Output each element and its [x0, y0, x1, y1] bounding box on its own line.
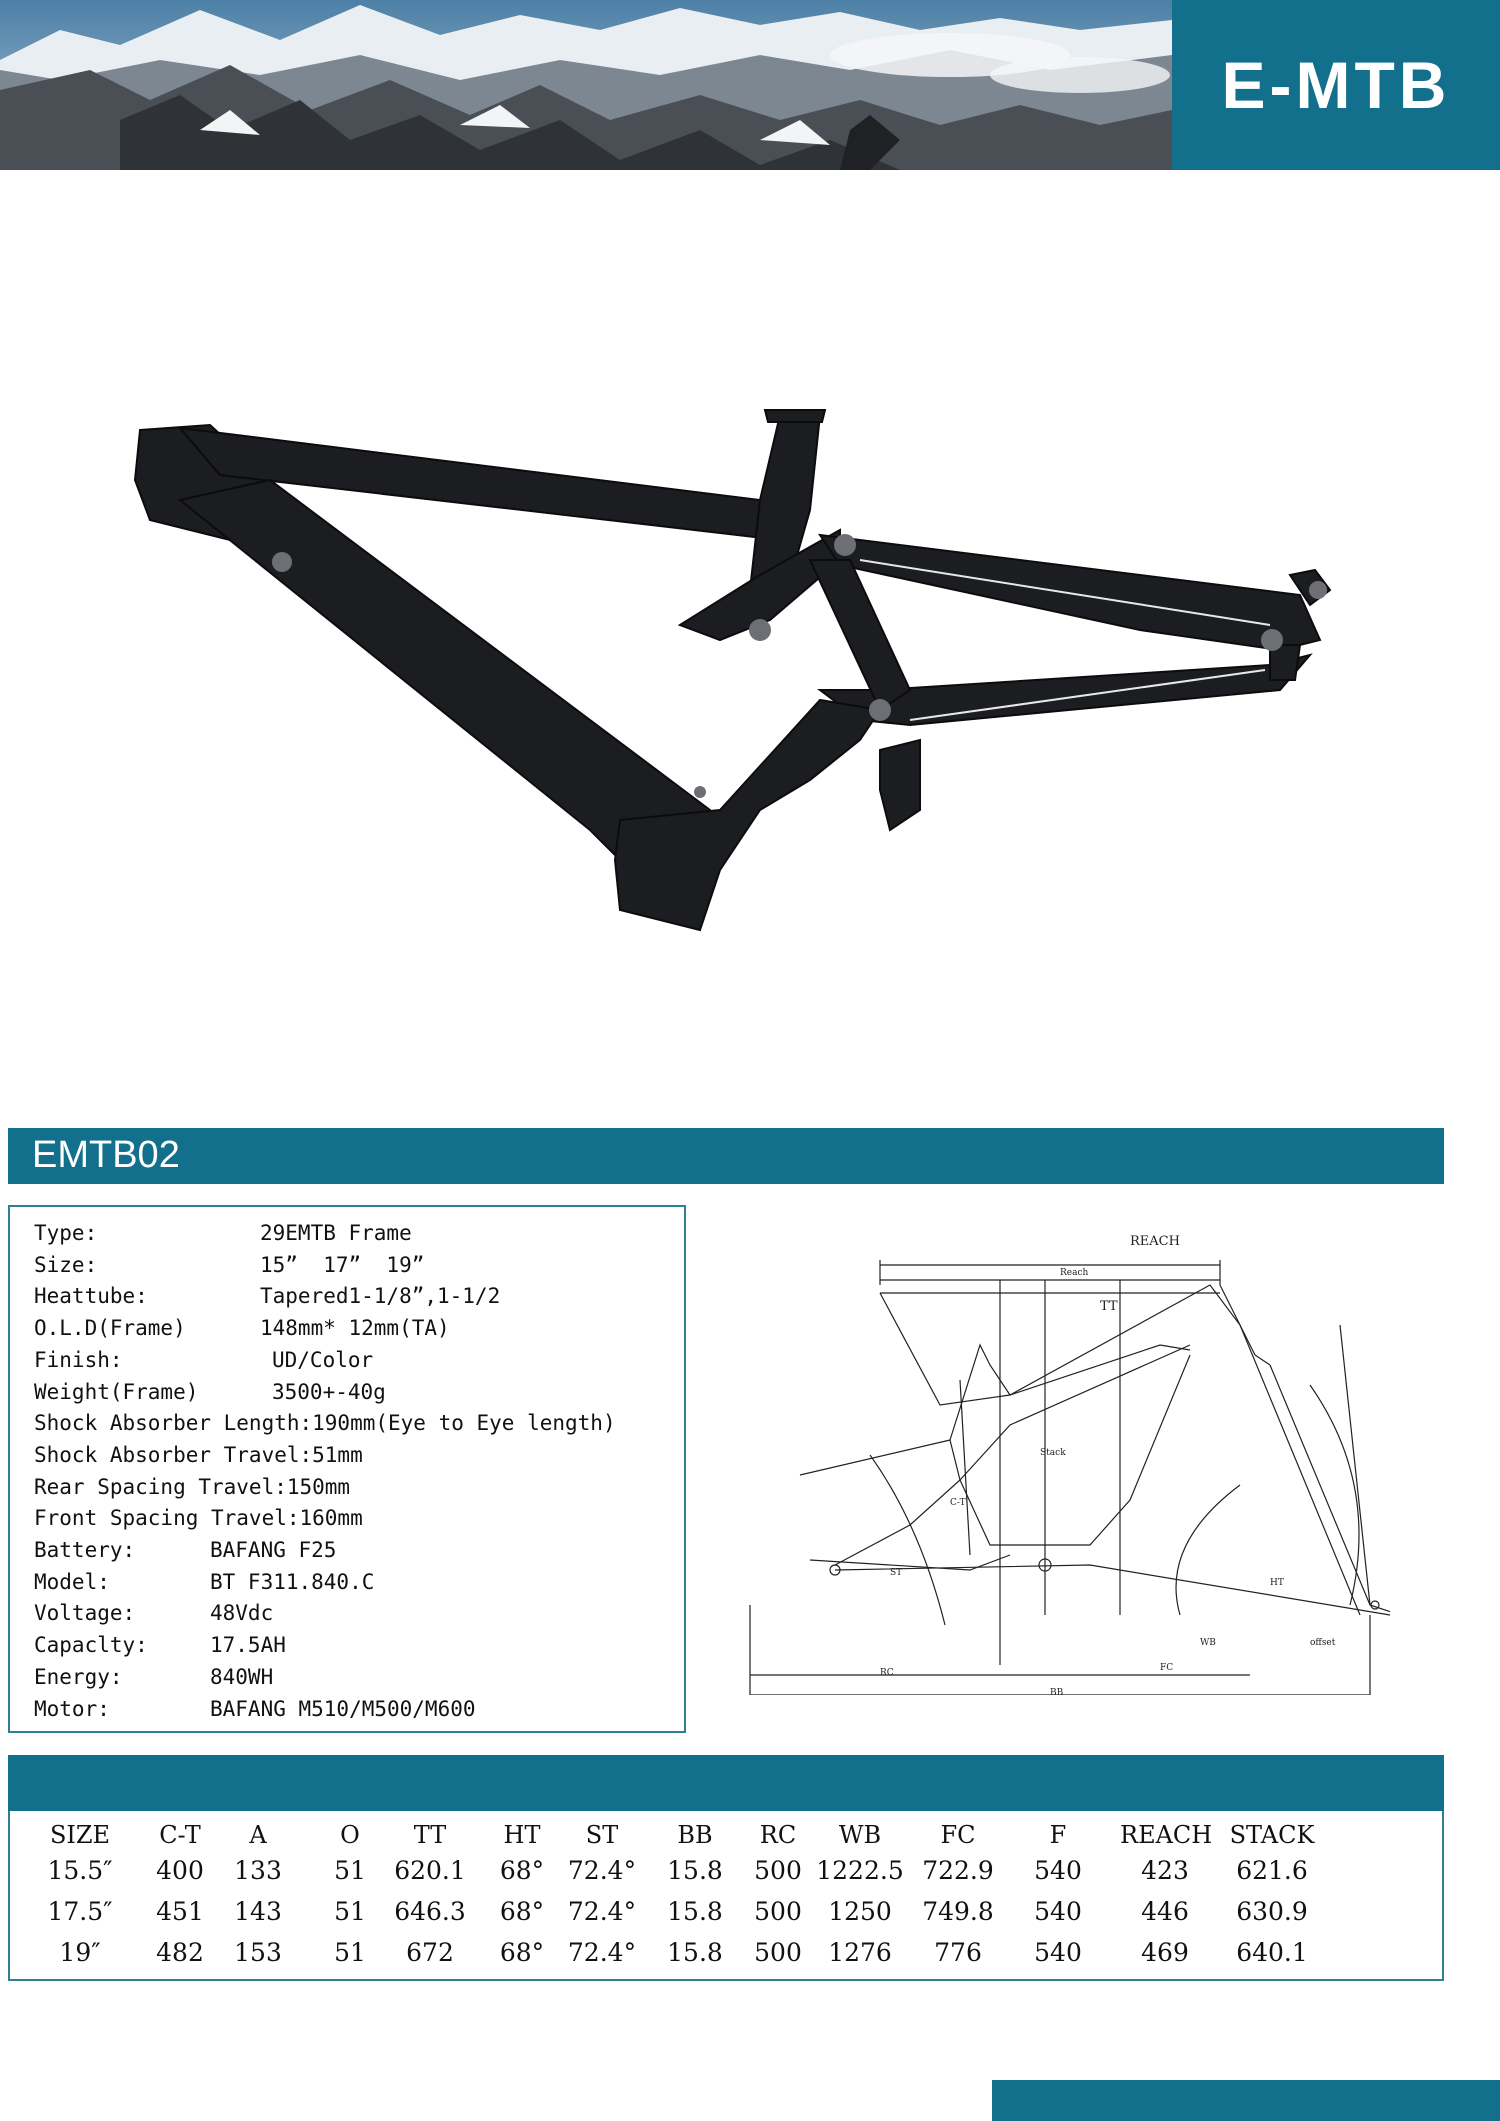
table-cell: 72.4° [567, 1938, 637, 1967]
table-cell: 68° [499, 1897, 545, 1926]
table-cell: 446 [1141, 1897, 1189, 1926]
table-cell: 1250 [828, 1897, 892, 1926]
footer-bar [992, 2080, 1500, 2121]
model-name: EMTB02 [32, 1134, 180, 1176]
table-cell: 1276 [828, 1938, 892, 1967]
table-header-cell: REACH [1120, 1821, 1213, 1849]
table-cell: 640.1 [1236, 1938, 1308, 1967]
category-badge [1172, 0, 1500, 170]
table-cell: 51 [334, 1856, 366, 1885]
table-cell: 15.8 [667, 1897, 723, 1926]
table-cell: 15.8 [667, 1856, 723, 1885]
spec-label: Battery: [34, 1538, 136, 1562]
table-cell: 15.5″ [47, 1856, 113, 1885]
spec-list [8, 1205, 686, 1733]
table-header-cell: A [249, 1821, 267, 1849]
spec-value: UD/Color [272, 1347, 374, 1372]
table-header-cell: BB [677, 1821, 713, 1849]
table-cell: 482 [156, 1938, 204, 1967]
table-cell: 51 [334, 1897, 366, 1926]
geo-label-tt: TT [1100, 1299, 1118, 1314]
spec-value: BT F311.840.C [210, 1569, 375, 1594]
geo-label-reach-small: Reach [1060, 1268, 1089, 1278]
spec-label: Voltage: [34, 1601, 136, 1626]
table-header-cell: STACK [1229, 1821, 1315, 1849]
spec-value: 17.5AH [210, 1633, 286, 1658]
mountain-banner-image [0, 0, 1172, 170]
table-cell: 776 [934, 1938, 982, 1967]
table-cell: 15.8 [667, 1938, 723, 1967]
spec-value: BAFANG M510/M500/M600 [210, 1696, 476, 1721]
spec-label: Energy: [34, 1664, 123, 1689]
table-cell: 400 [156, 1856, 204, 1885]
spec-value: BAFANG F25 [210, 1538, 337, 1562]
spec-label: Shock Absorber Travel:51mm [34, 1442, 363, 1467]
table-cell: 540 [1034, 1856, 1082, 1885]
header-banner [0, 0, 1500, 170]
spec-value: 840WH [210, 1664, 274, 1689]
spec-label: Front Spacing Travel:160mm [34, 1506, 363, 1531]
table-cell: 72.4° [567, 1856, 637, 1885]
spec-label: Weight(Frame) [34, 1379, 199, 1404]
table-cell: 451 [156, 1897, 204, 1926]
spec-label: Capaclty: [34, 1633, 148, 1658]
geo-label-offset: offset [1310, 1638, 1336, 1648]
geo-label-ht: HT [1270, 1578, 1284, 1588]
spec-value: 3500+-40g [272, 1379, 386, 1404]
spec-label: Heattube: [34, 1284, 148, 1309]
table-cell: 68° [499, 1856, 545, 1885]
table-cell: 19″ [59, 1938, 101, 1967]
geo-label-stack: Stack [1040, 1448, 1066, 1458]
table-cell: 500 [754, 1938, 802, 1967]
spec-value: Tapered1-1/8”,1-1/2 [260, 1284, 501, 1309]
spec-label: Rear Spacing Travel:150mm [34, 1474, 351, 1499]
table-header-cell: TT [413, 1821, 447, 1849]
spec-label: O.L.D(Frame) [34, 1316, 186, 1341]
table-cell: 621.6 [1236, 1856, 1308, 1885]
table-cell: 500 [754, 1856, 802, 1885]
table-cell: 749.8 [922, 1897, 994, 1926]
spec-value: 29EMTB Frame [260, 1221, 412, 1245]
frame-product-image [120, 390, 1380, 950]
table-cell: 143 [234, 1897, 282, 1926]
table-cell: 672 [406, 1938, 454, 1967]
geometry-diagram [710, 1225, 1390, 1695]
spec-label: Model: [34, 1569, 110, 1594]
spec-value: 48Vdc [210, 1601, 274, 1626]
table-header-cell: WB [838, 1821, 882, 1849]
table-header-cell: C-T [159, 1821, 201, 1849]
category-title: E-MTB [1221, 48, 1451, 122]
geo-label-rc: RC [880, 1668, 894, 1678]
table-cell: 722.9 [922, 1856, 994, 1885]
table-cell: 153 [234, 1938, 282, 1967]
table-header-cell: HT [503, 1821, 541, 1849]
geometry-table [8, 1811, 1444, 1981]
spec-label: Size: [34, 1252, 98, 1277]
geo-label-fc: FC [1160, 1663, 1174, 1673]
geo-label-wb: WB [1200, 1638, 1216, 1648]
table-cell: 500 [754, 1897, 802, 1926]
spec-label: Shock Absorber Length:190mm(Eye to Eye length) [34, 1411, 616, 1436]
spec-value: 148mm* 12mm(TA) [260, 1316, 450, 1341]
spec-label: Motor: [34, 1696, 110, 1721]
table-cell: 72.4° [567, 1897, 637, 1926]
table-cell: 133 [234, 1856, 282, 1885]
table-header-cell: F [1049, 1821, 1067, 1849]
geo-label-reach: REACH [1130, 1234, 1180, 1249]
table-header-cell: ST [585, 1821, 619, 1849]
model-header-bar [8, 1128, 1444, 1184]
table-cell: 540 [1034, 1897, 1082, 1926]
geo-label-st: ST [890, 1568, 903, 1578]
table-header-cell: RC [759, 1821, 797, 1849]
geo-label-ct: C-T [950, 1498, 966, 1508]
table-cell: 620.1 [394, 1856, 466, 1885]
table-cell: 1222.5 [816, 1856, 904, 1885]
table-cell: 469 [1141, 1938, 1189, 1967]
table-cell: 17.5″ [47, 1897, 113, 1926]
table-cell: 423 [1141, 1856, 1189, 1885]
table-cell: 68° [499, 1938, 545, 1967]
table-header-bar [8, 1755, 1444, 1811]
spec-label: Finish: [34, 1347, 123, 1372]
spec-label: Type: [34, 1221, 98, 1245]
spec-value: 15” 17” 19” [260, 1252, 425, 1277]
table-header-cell: SIZE [49, 1821, 111, 1849]
table-cell: 646.3 [394, 1897, 466, 1926]
table-cell: 51 [334, 1938, 366, 1967]
table-cell: 540 [1034, 1938, 1082, 1967]
table-cell: 630.9 [1236, 1897, 1308, 1926]
geo-label-bb: BB [1050, 1688, 1064, 1695]
table-header-cell: O [340, 1821, 360, 1849]
table-header-cell: FC [940, 1821, 976, 1849]
